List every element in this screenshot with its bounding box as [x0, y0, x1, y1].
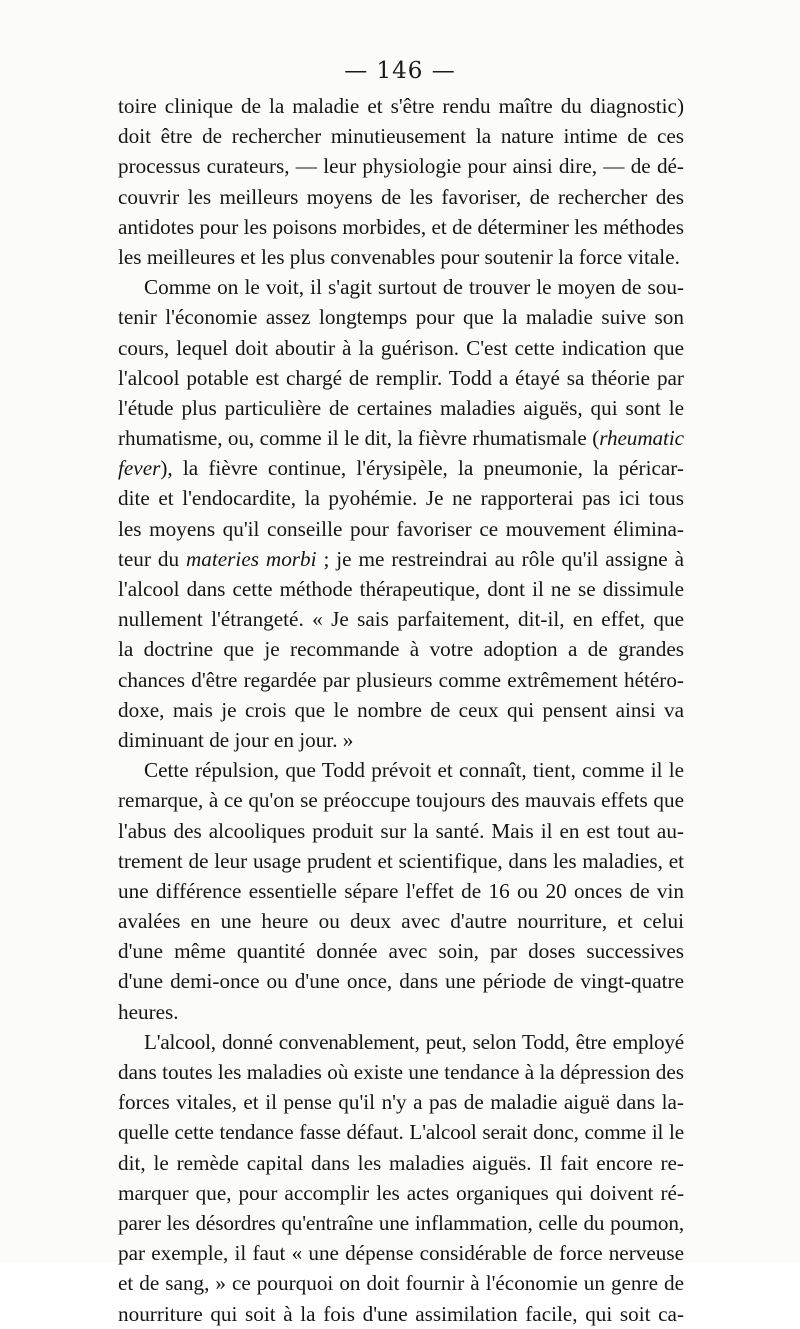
- text-line: l'étude plus particulière de certaines maladies aiguës, qui sont le: [118, 395, 684, 420]
- text-line: l'abus des alcooliques produit sur la santé. Mais il en est tout au-: [118, 818, 684, 843]
- text-line: toire clinique de la maladie et s'être rendu maître du diagnostic): [118, 94, 684, 118]
- text-line: teur du materies morbi ; je me restreindrai au rôle qu'il assigne à: [118, 546, 684, 571]
- text-line: d'une demi-once ou d'une once, dans une période de vingt-quatre: [118, 969, 684, 994]
- text-line: couvrir les meilleurs moyens de les favoriser, de rechercher des: [118, 184, 684, 209]
- text-line: quelle cette tendance fasse défaut. L'alcool serait donc, comme il le: [118, 1120, 684, 1145]
- text-line: l'alcool potable est chargé de remplir. Todd a étayé sa théorie par: [118, 365, 684, 390]
- body-text: [118, 91, 684, 1329]
- text-line: tenir l'économie assez longtemps pour que la maladie suive son: [118, 305, 684, 330]
- text-line: d'une même quantité donnée avec soin, par doses successives: [118, 939, 684, 964]
- text-line: les meilleures et les plus convenables pour soutenir la force vitale.: [118, 244, 680, 269]
- text-line: parer les désordres qu'entraîne une inflammation, celle du poumon,: [118, 1210, 684, 1235]
- text-line: cours, lequel doit aboutir à la guérison. C'est cette indication que: [118, 335, 684, 360]
- text-line: nourriture qui soit à la fois d'une assimilation facile, qui soit ca-: [118, 1301, 684, 1326]
- text-line: les moyens qu'il conseille pour favoriser ce mouvement élimina-: [118, 516, 684, 541]
- text-line: dans toutes les maladies où existe une tendance à la dépression des: [118, 1060, 684, 1084]
- text-line: fever), la fièvre continue, l'érysipèle, la pneumonie, la péricar-: [118, 456, 684, 481]
- text-line: dit, le remède capital dans les maladies aiguës. Il fait encore re-: [118, 1150, 684, 1175]
- text-line: processus curateurs, — leur physiologie pour ainsi dire, — de dé-: [118, 154, 684, 179]
- text-line: nullement l'étrangeté. « Je sais parfaitement, dit-il, en effet, que: [118, 607, 684, 632]
- text-line: doxe, mais je crois que le nombre de ceux qui pensent ainsi va: [118, 697, 684, 722]
- text-line: la doctrine que je recommande à votre adoption a de grandes: [118, 637, 684, 662]
- page-number: — 146 —: [344, 58, 456, 84]
- text-line: remarque, à ce qu'on se préoccupe toujours des mauvais effets que: [118, 788, 684, 813]
- text-line: avalées en une heure ou deux avec d'autre nourriture, et celui: [118, 909, 684, 934]
- text-line: diminuant de jour en jour. »: [118, 727, 354, 752]
- text-line: L'alcool, donné convenablement, peut, selon Todd, être employé: [144, 1029, 684, 1054]
- text-line: une différence essentielle sépare l'effet de 16 ou 20 onces de vin: [118, 878, 684, 903]
- text-line: dite et l'endocardite, la pyohémie. Je ne rapporterai pas ici tous: [118, 486, 684, 511]
- text-line: par exemple, il faut « une dépense considérable de force nerveuse: [118, 1241, 684, 1266]
- text-line: l'alcool dans cette méthode thérapeutique, dont il ne se dissimule: [118, 577, 684, 601]
- text-line: trement de leur usage prudent et scientifique, dans les maladies, et: [118, 848, 684, 873]
- text-line: Cette répulsion, que Todd prévoit et connaît, tient, comme il le: [144, 758, 684, 783]
- text-line: et de sang, » ce pourquoi on doit fournir à l'économie un genre de: [118, 1271, 684, 1296]
- text-line: chances d'être regardée par plusieurs comme extrêmement hétéro-: [118, 667, 684, 692]
- text-line: forces vitales, et il pense qu'il n'y a pas de maladie aiguë dans la-: [118, 1090, 684, 1115]
- text-line: heures.: [118, 999, 179, 1024]
- text-line: Comme on le voit, il s'agit surtout de trouver le moyen de sou-: [144, 275, 684, 300]
- text-line: marquer que, pour accomplir les actes organiques qui doivent ré-: [118, 1180, 684, 1205]
- text-line: antidotes pour les poisons morbides, et de déterminer les méthodes: [118, 214, 684, 239]
- text-line: doit être de rechercher minutieusement la nature intime de ces: [118, 124, 684, 149]
- text-line: rhumatisme, ou, comme il le dit, la fièvre rhumatismale (rheumatic: [118, 426, 684, 451]
